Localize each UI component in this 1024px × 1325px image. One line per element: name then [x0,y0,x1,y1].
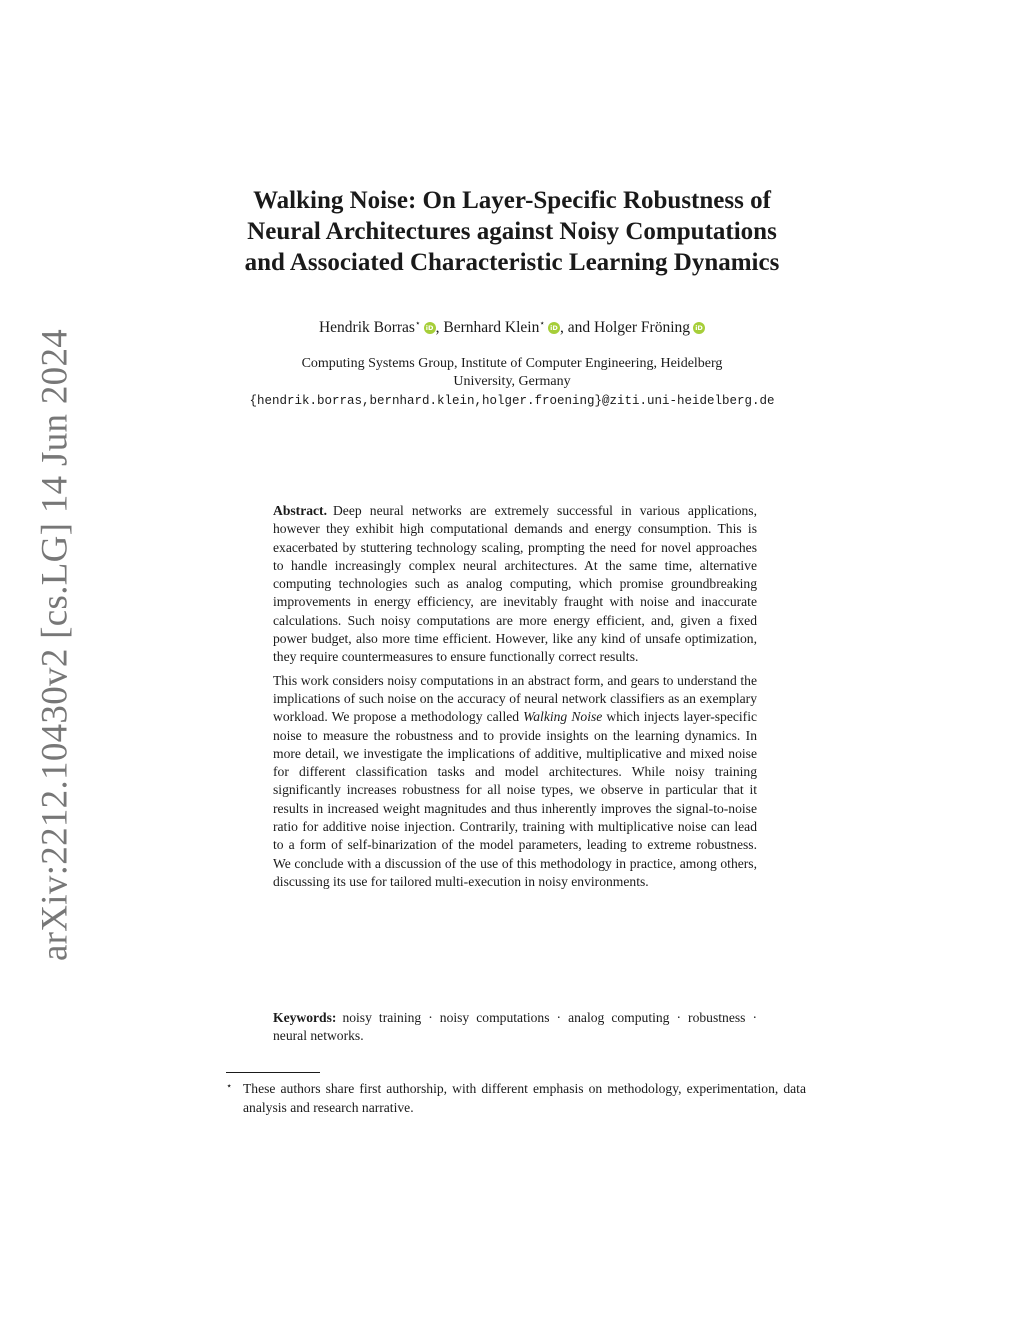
abstract-paragraph-2 [273,672,757,892]
author-mark: ⋆ [539,318,545,328]
footnote-rule [226,1072,320,1073]
abstract-paragraph-1 [273,502,757,667]
method-name: Walking Noise [523,709,603,725]
author-name: Holger Fröning [594,319,691,337]
affiliation [200,355,824,391]
abstract-text-1: Deep neural networks are extremely successful in various applications, however they exhibit high computational demands and energy consumption. This is exacerbated by stuttering technology scaling, prompting the need for novel approaches to handle increasingly complex neural architectures. At the same time, alternative computing technologies such as analog computing, which promise groundbreaking improvements in energy efficiency, are inevitably fraught with noise and inaccurate calculations. Such noisy computations are more energy efficient, and, given a fixed power budget, also more time efficient. However, like any kind of unsafe optimization, they require countermeasures to ensure functionally correct results. [273,503,757,665]
author-list [200,318,824,337]
footnote [226,1077,806,1117]
footnote-mark: ⋆ [226,1081,233,1092]
title-line-1: Walking Noise: On Layer-Specific Robustness of [253,187,771,214]
keywords-label: Keywords: [273,1010,337,1025]
keywords-text: noisy training · noisy computations · analog computing · robustness · neural networks. [273,1010,757,1044]
author-separator: , [435,319,444,337]
abstract [273,502,757,891]
affiliation-line-2: University, Germany [453,374,571,389]
footnote-text: These authors share first authorship, with different emphasis on methodology, experimentation, data analysis and research narrative. [243,1081,806,1115]
abstract-text-2a: This work considers noisy computations in an abstract form, and gears to understand the implications of such noise on the accuracy of neural network classifiers as an exemplary workload. We propose a methodology called [273,672,757,725]
orcid-icon[interactable]: iD [548,322,560,334]
author-mark: ⋆ [414,318,421,328]
keywords [273,1009,757,1046]
author-name: Bernhard Klein [443,319,540,337]
author-emails[interactable]: {hendrik.borras,bernhard.klein,holger.froening}@ziti.uni-heidelberg.de [249,394,775,408]
title-line-2: Neural Architectures against Noisy Computations [247,218,777,245]
author-separator: , and [559,319,594,337]
affiliation-line-1: Computing Systems Group, Institute of Computer Engineering, Heidelberg [301,356,723,371]
author-name: Hendrik Borras [318,319,415,337]
orcid-icon[interactable]: iD [693,322,705,334]
abstract-label: Abstract. [273,503,327,518]
orcid-icon[interactable]: iD [424,322,436,334]
paper-title [200,185,824,278]
arxiv-identifier: arXiv:2212.10430v2 [cs.LG] 14 Jun 2024 [34,328,76,962]
abstract-text-2b: which injects layer-specific noise to measure the robustness and to provide insights on the learning dynamics. In more detail, we investigate the implications of additive, multiplicative and mixed noise for different classification tasks and model architectures. While noisy training significantly increases robustness for all noise types, we observe in particular that it results in increased weight magnitudes and thus inherently improves the signal-to-noise ratio for additive noise injection. Contrarily, training with multiplicative noise can lead to a form of self-binarization of the model parameters, leading to extreme robustness. We conclude with a discussion of the use of this methodology in practice, among others, discussing its use for tailored multi-execution in noisy environments. [273,709,758,889]
title-line-3: and Associated Characteristic Learning Dynamics [244,249,780,276]
